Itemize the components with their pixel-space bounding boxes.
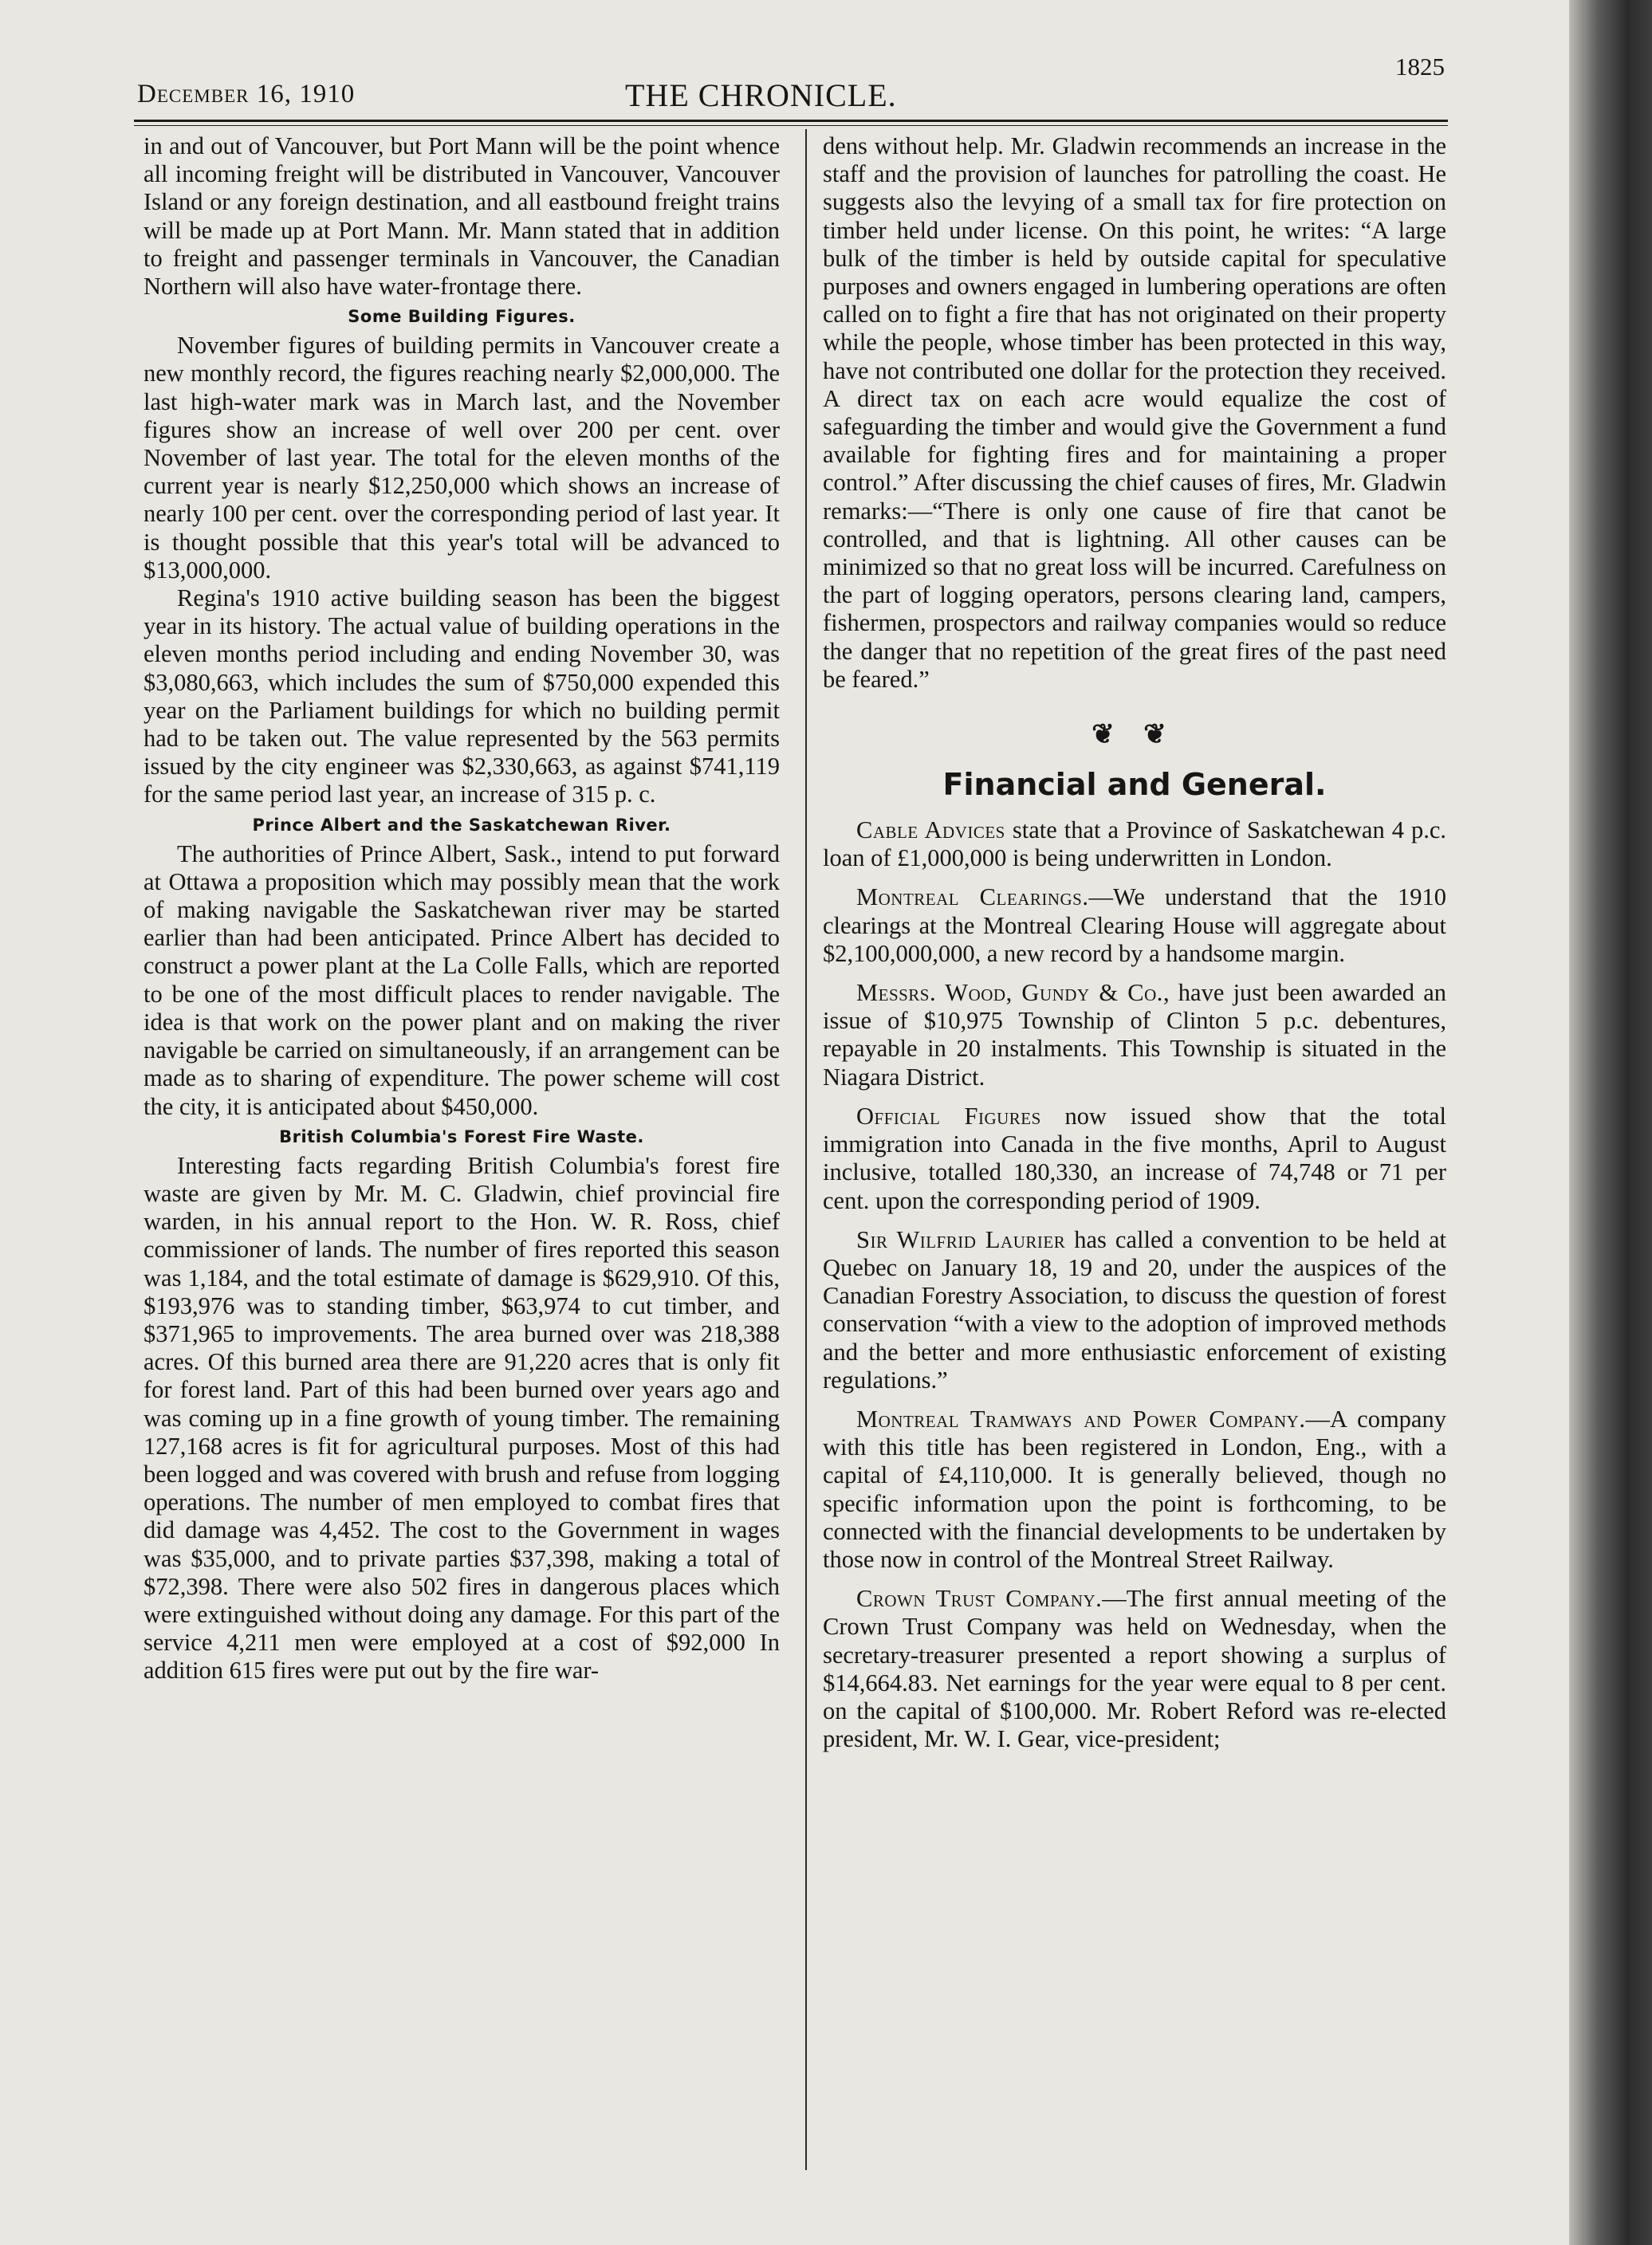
article-paragraph: in and out of Vancouver, but Port Mann will be the point whence all incoming freight will be distributed in Vancouver, Vancouver Island or any foreign destination, and all eastbound freight trains will be made up at Port Mann. Mr. Mann stated that in addition to freight and passenger terminals in Vancouver, the Canadian Northern will also have water-frontage there. xyxy=(144,132,780,301)
financial-section-title: Financial and General. xyxy=(942,767,1327,803)
news-item xyxy=(823,883,1446,968)
news-item-lead: Montreal Clearings. xyxy=(856,883,1089,911)
fleuron-ornament: ❦ ❦ xyxy=(1092,720,1178,750)
section-heading: British Columbia's Forest Fire Waste. xyxy=(279,1126,644,1146)
header-rule-thin xyxy=(134,125,1448,126)
news-item-lead: Sir Wilfrid Laurier xyxy=(856,1225,1066,1253)
article-paragraph: The authorities of Prince Albert, Sask., intend to put forward at Ottawa a proposition which may possibly mean that the work of making navigable the Saskatchewan river may be started earlier than had been anticipated. Prince Albert has decided to construct a power plant at the La Colle Falls, which are reported to be one of the most difficult places to render navigable. The idea is that work on the power plant and on making the river navigable be carried on simultaneously, if an arrangement can be made as to sharing of expenditure. The power scheme will cost the city, it is anticipated about $450,000. xyxy=(144,839,780,1120)
news-item xyxy=(823,979,1446,1091)
news-item-text: —A company with this title has been registered in London, Eng., with a capital of £4,110,000. It is generally believed, though no specific information upon the point is forthcoming, to be connected with the financial developments to be undertaken by those now in control of the Montreal Street Railway. xyxy=(823,1405,1446,1573)
publication-title: THE CHRONICLE. xyxy=(625,77,897,113)
news-item xyxy=(823,1103,1446,1215)
news-item xyxy=(823,816,1446,872)
news-item xyxy=(823,1406,1446,1574)
news-item xyxy=(823,1585,1446,1753)
article-paragraph: November figures of building permits in Vancouver create a new monthly record, the figures reaching nearly $2,000,000. The last high-water mark was in March last, and the November figures show an increase of well over 200 per cent. over November of last year. The total for the eleven months of the current year is nearly $12,250,000 which shows an increase of nearly 100 per cent. over the corresponding period of last year. It is thought possible that this year's total will be advanced to $13,000,000. xyxy=(144,332,780,584)
news-item-text: —We understand that the 1910 clearings at the Montreal Clearing House will aggregate about $2,100,000,000, a new record by a handsome margin. xyxy=(823,883,1446,967)
article-paragraph: dens without help. Mr. Gladwin recommends an increase in the staff and the provision of launches for patrolling the coast. He suggests also the levying of a small tax for fire protection on timber held under license. On this point, he writes: “A large bulk of the timber is held by outside capital for speculative purposes and owners engaged in lumbering operations are often called on to fight a fire that has not originated on their property while the people, whose timber has been protected in this way, have not contributed one dollar for the protection they received. A direct tax on each acre would equalize the cost of safeguarding the timber and would give the Government a fund available for fighting fires and for maintaining a proper control.” After discussing the chief causes of fires, Mr. Gladwin remarks:—“There is only one cause of fire that canot be controlled, and that is lightning. All other causes can be minimized so that no great loss will be incurred. Carefulness on the part of logging operators, persons clearing land, campers, fishermen, prospectors and railway companies would so reduce the danger that no repetition of the great fires of the past need be feared.” xyxy=(823,132,1446,693)
page-number: 1825 xyxy=(1395,53,1445,81)
section-heading: Prince Albert and the Saskatchewan River. xyxy=(252,815,671,835)
news-item xyxy=(823,1226,1446,1394)
page-binding-edge xyxy=(1569,0,1652,2245)
news-item-lead: Montreal Tramways and Power Company. xyxy=(856,1405,1306,1433)
section-heading: Some Building Figures. xyxy=(348,307,576,327)
left-column xyxy=(144,132,780,1685)
header-rule xyxy=(134,120,1448,122)
news-item-text: now issued show that the total immigration into Canada in the five months, April to August inclusive, totalled 180,330, an increase of 74,748 or 71 per cent. upon the corresponding period of 1909. xyxy=(823,1102,1446,1214)
news-item-text: state that a Province of Saskatchewan 4 p.c. loan of £1,000,000 is being underwritten in London. xyxy=(823,816,1447,872)
news-item-lead: Messrs. Wood, Gundy & Co. xyxy=(856,979,1163,1007)
right-column xyxy=(823,132,1446,1764)
article-paragraph: Interesting facts regarding British Columbia's forest fire waste are given by Mr. M. C. Gladwin, chief provincial fire warden, in his annual report to the Hon. W. R. Ross, chief commissioner of lands. The number of fires reported this season was 1,184, and the total estimate of damage is $629,910. Of this, $193,976 was to standing timber, $63,974 to cut timber, and $371,965 to improvements. The area burned over was 218,388 acres. Of this burned area there are 91,220 acres that is only fit for forest land. Part of this had been burned over years ago and was coming up in a fine growth of young timber. The remaining 127,168 acres is fit for agricultural purposes. Most of this had been logged and was covered with brush and refuse from logging operations. The number of men employed to combat fires that did damage was 4,452. The cost to the Government in wages was $35,000, and to private parties $37,398, making a total of $72,398. There were also 502 fires in dangerous places which were extinguished without doing any damage. For this part of the service 4,211 men were employed at a cost of $92,000 In addition 615 fires were put out by the fire war- xyxy=(144,1151,780,1685)
page-header xyxy=(137,53,1445,116)
news-item-text: has called a convention to be held at Quebec on January 18, 19 and 20, under the auspices of the Canadian Forestry Association, to discuss the question of forest conservation “with a view to the adoption of improved methods and the better and more enthusiastic enforcement of existing regulations.” xyxy=(823,1225,1446,1394)
news-item-text: —The first annual meeting of the Crown Trust Company was held on Wednesday, when the secretary-treasurer presented a report showing a surplus of $14,664.83. Net earnings for the year were equal to 8 per cent. on the capital of $100,000. Mr. Robert Reford was re-elected president, Mr. W. I. Gear, vice-president; xyxy=(823,1585,1446,1753)
news-item-lead: Official Figures xyxy=(856,1102,1041,1130)
issue-date: December 16, 1910 xyxy=(137,80,356,108)
column-divider xyxy=(805,129,807,2170)
news-item-lead: Cable Advices xyxy=(856,816,1005,844)
news-item-lead: Crown Trust Company. xyxy=(856,1585,1103,1613)
article-paragraph: Regina's 1910 active building season has been the biggest year in its history. The actual value of building operations in the eleven months period including and ending November 30, was $3,080,663, which includes the sum of $750,000 expended this year on the Parliament buildings for which no building permit had to be taken out. The value represented by the 563 permits issued by the city engineer was $2,330,663, as against $741,119 for the same period last year, an increase of 315 p. c. xyxy=(144,584,780,808)
news-item-text: , have just been awarded an issue of $10,975 Township of Clinton 5 p.c. debentures, repayable in 20 instalments. This Township is situated in the Niagara District. xyxy=(823,979,1446,1091)
